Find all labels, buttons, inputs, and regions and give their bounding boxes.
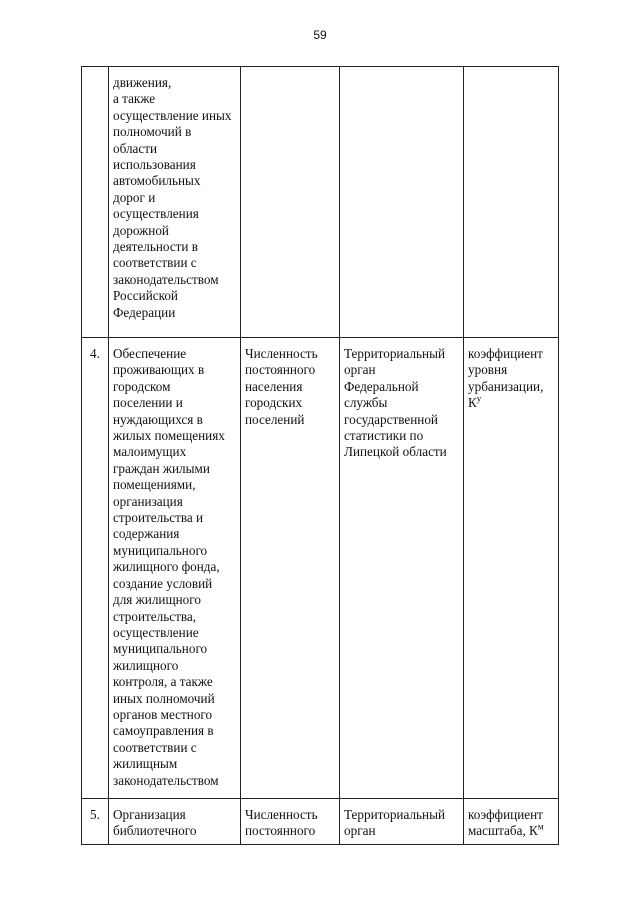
- page-number: 59: [313, 28, 327, 42]
- coefficient-cell: [464, 799, 559, 845]
- source-cell: Территориальный орган: [340, 799, 464, 845]
- table-row: [82, 799, 559, 845]
- row-number: 4.: [82, 338, 109, 799]
- table-row: [82, 67, 559, 338]
- row-number: 5.: [82, 799, 109, 845]
- function-cell: Организация библиотечного: [109, 799, 241, 845]
- coefficient-text: коэффициент масштаба, К: [468, 807, 543, 839]
- source-cell: Территориальный орган Федеральной службы государственной статистики по Липецкой области: [340, 338, 464, 799]
- function-cell: движения, а также осуществление иных полномочий в области использования автомобильных дорог и осуществления дорожной деятельности в соответствии с законодательством Российской Федерации: [109, 67, 241, 338]
- allocation-table: [81, 66, 559, 845]
- coefficient-cell: [464, 67, 559, 338]
- coefficient-superscript: у: [476, 393, 482, 404]
- source-cell: [340, 67, 464, 338]
- table-row: [82, 338, 559, 799]
- row-number: [82, 67, 109, 338]
- indicator-cell: [241, 67, 340, 338]
- indicator-cell: Численность постоянного: [241, 799, 340, 845]
- coefficient-superscript: м: [537, 822, 544, 833]
- coefficient-text: коэффициент уровня урбанизации, К: [468, 346, 544, 411]
- coefficient-cell: [464, 338, 559, 799]
- function-cell: Обеспечение проживающих в городском поселении и нуждающихся в жилых помещениях малоимущих граждан жилыми помещениями, организация строительства и содержания муниципального жилищного фонда, создание условий для жилищного строительства, осуществление муниципального жилищного контроля, а также иных полномочий органов местного самоуправления в соответствии с жилищным законодательством: [109, 338, 241, 799]
- indicator-cell: Численность постоянного населения городских поселений: [241, 338, 340, 799]
